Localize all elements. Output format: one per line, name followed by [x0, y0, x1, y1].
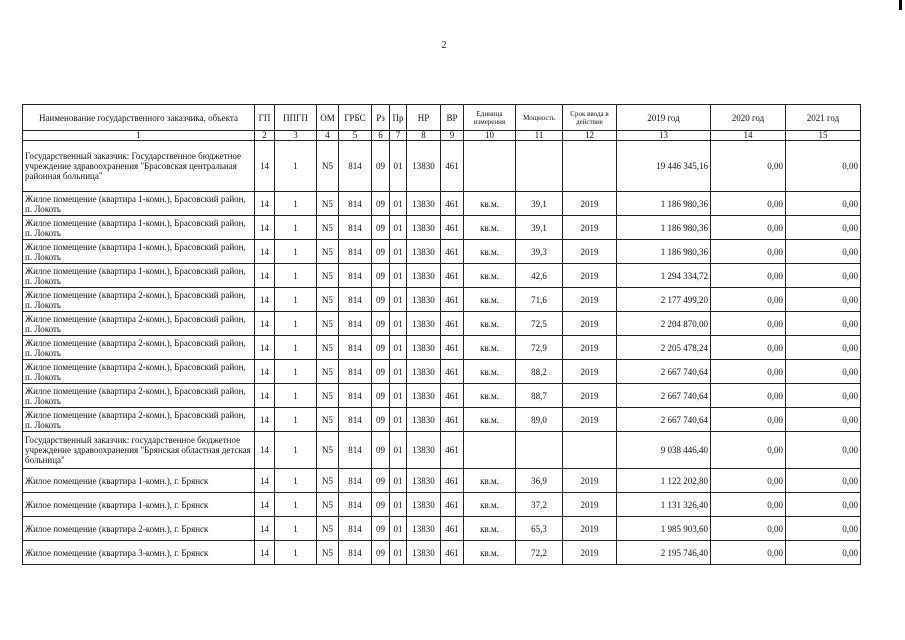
table-cell: 13830 — [407, 312, 441, 336]
column-number: 9 — [441, 131, 464, 141]
table-cell: 01 — [390, 240, 407, 264]
table-cell: 461 — [441, 408, 464, 432]
amount-cell: 0,00 — [711, 240, 786, 264]
amount-cell: 0,00 — [711, 141, 786, 192]
column-number: 3 — [275, 131, 317, 141]
table-cell: 13830 — [407, 240, 441, 264]
column-number: 14 — [711, 131, 786, 141]
table-row — [23, 216, 861, 240]
table-cell: 13830 — [407, 469, 441, 493]
table-cell: кв.м. — [464, 336, 516, 360]
table-cell: 13830 — [407, 517, 441, 541]
table-row — [23, 192, 861, 216]
table-cell: 1 — [275, 312, 317, 336]
table-cell: 814 — [339, 312, 372, 336]
table-cell: 09 — [372, 240, 390, 264]
amount-cell: 2 667 740,64 — [617, 360, 711, 384]
table-cell: кв.м. — [464, 384, 516, 408]
table-cell: 461 — [441, 432, 464, 469]
table-cell: 71,6 — [516, 288, 563, 312]
table-cell: 13830 — [407, 493, 441, 517]
table-cell: 461 — [441, 312, 464, 336]
table-cell: 1 — [275, 384, 317, 408]
table-cell: 814 — [339, 384, 372, 408]
object-name-cell: Жилое помещение (квартира 1-комн.), г. Брянск — [23, 493, 255, 517]
table-cell: 09 — [372, 288, 390, 312]
table-row — [23, 493, 861, 517]
table-cell: 09 — [372, 216, 390, 240]
table-cell: N5 — [317, 192, 339, 216]
amount-cell: 0,00 — [711, 288, 786, 312]
amount-cell: 1 186 980,36 — [617, 216, 711, 240]
header-row — [23, 105, 861, 131]
table-cell: 13830 — [407, 541, 441, 565]
table-cell: кв.м. — [464, 240, 516, 264]
object-name-cell: Жилое помещение (квартира 2-комн.), Брасовский район, п. Локоть — [23, 288, 255, 312]
column-number: 2 — [255, 131, 275, 141]
table-row — [23, 264, 861, 288]
table-cell: 13830 — [407, 336, 441, 360]
table-cell: 1 — [275, 216, 317, 240]
col-header-2019: 2019 год — [617, 105, 711, 131]
object-name-cell: Жилое помещение (квартира 2-комн.), Брасовский район, п. Локоть — [23, 336, 255, 360]
table-cell: 89,0 — [516, 408, 563, 432]
amount-cell: 0,00 — [786, 216, 861, 240]
object-name-cell: Жилое помещение (квартира 2-комн.), Брасовский район, п. Локоть — [23, 408, 255, 432]
object-name-cell: Жилое помещение (квартира 2-комн.), Брасовский район, п. Локоть — [23, 384, 255, 408]
table-cell: 13830 — [407, 360, 441, 384]
table-row — [23, 288, 861, 312]
table-cell: 2019 — [563, 408, 617, 432]
table-cell: N5 — [317, 469, 339, 493]
table-cell: 36,9 — [516, 469, 563, 493]
amount-cell: 0,00 — [711, 192, 786, 216]
table-cell: кв.м. — [464, 517, 516, 541]
table-cell: 14 — [255, 192, 275, 216]
table-cell: 2019 — [563, 493, 617, 517]
table-cell: N5 — [317, 432, 339, 469]
table-cell: 814 — [339, 264, 372, 288]
table-cell: 461 — [441, 192, 464, 216]
table-cell: кв.м. — [464, 192, 516, 216]
table-cell — [516, 141, 563, 192]
table-cell — [464, 432, 516, 469]
table-cell: N5 — [317, 336, 339, 360]
amount-cell: 9 038 446,40 — [617, 432, 711, 469]
amount-cell: 0,00 — [786, 432, 861, 469]
table-cell: 13830 — [407, 192, 441, 216]
table-row — [23, 469, 861, 493]
table-row — [23, 408, 861, 432]
table-cell: 461 — [441, 517, 464, 541]
amount-cell: 0,00 — [711, 216, 786, 240]
amount-cell: 0,00 — [711, 541, 786, 565]
table-cell: 01 — [390, 384, 407, 408]
table-cell: 01 — [390, 216, 407, 240]
column-number: 11 — [516, 131, 563, 141]
amount-cell: 1 294 334,72 — [617, 264, 711, 288]
table-row — [23, 360, 861, 384]
object-name-cell: Жилое помещение (квартира 1-комн.), Брасовский район, п. Локоть — [23, 192, 255, 216]
amount-cell: 0,00 — [786, 336, 861, 360]
table-cell: 2019 — [563, 336, 617, 360]
table-cell: 65,3 — [516, 517, 563, 541]
table-cell: 1 — [275, 240, 317, 264]
amount-cell: 0,00 — [711, 469, 786, 493]
table-cell: 814 — [339, 192, 372, 216]
col-header-2020: 2020 год — [711, 105, 786, 131]
table-cell: 13830 — [407, 432, 441, 469]
col-header-ppgp: ППГП — [275, 105, 317, 131]
table-cell: 461 — [441, 384, 464, 408]
amount-cell: 2 195 746,40 — [617, 541, 711, 565]
amount-cell: 0,00 — [711, 384, 786, 408]
amount-cell: 2 667 740,64 — [617, 384, 711, 408]
column-number: 10 — [464, 131, 516, 141]
table-cell: 01 — [390, 360, 407, 384]
amount-cell: 0,00 — [711, 312, 786, 336]
table-cell: 461 — [441, 336, 464, 360]
table-cell: 1 — [275, 469, 317, 493]
table-cell: 01 — [390, 517, 407, 541]
table-cell: 09 — [372, 141, 390, 192]
amount-cell: 0,00 — [786, 192, 861, 216]
amount-cell: 0,00 — [786, 264, 861, 288]
table-cell: 1 — [275, 141, 317, 192]
col-header-grbs: ГРБС — [339, 105, 372, 131]
table-cell: 14 — [255, 493, 275, 517]
table-cell: N5 — [317, 141, 339, 192]
table-row — [23, 240, 861, 264]
table-cell: 814 — [339, 432, 372, 469]
table-cell: 09 — [372, 336, 390, 360]
edge-mark — [899, 0, 902, 10]
table-cell: 01 — [390, 141, 407, 192]
amount-cell: 1 985 903,60 — [617, 517, 711, 541]
amount-cell: 0,00 — [711, 517, 786, 541]
table-cell: N5 — [317, 493, 339, 517]
table-cell: 1 — [275, 432, 317, 469]
table-cell: 09 — [372, 517, 390, 541]
customer-row — [23, 141, 861, 192]
table-row — [23, 336, 861, 360]
amount-cell: 0,00 — [711, 408, 786, 432]
table-cell: 01 — [390, 493, 407, 517]
table-cell: 42,6 — [516, 264, 563, 288]
amount-cell: 0,00 — [786, 408, 861, 432]
column-number: 1 — [23, 131, 255, 141]
object-name-cell: Жилое помещение (квартира 2-комн.), Брасовский район, п. Локоть — [23, 312, 255, 336]
table-cell: кв.м. — [464, 493, 516, 517]
table-cell: N5 — [317, 517, 339, 541]
table-cell: 461 — [441, 141, 464, 192]
table-cell: 814 — [339, 469, 372, 493]
table-cell: 72,5 — [516, 312, 563, 336]
table-cell: N5 — [317, 264, 339, 288]
table-cell: кв.м. — [464, 288, 516, 312]
table-cell — [563, 141, 617, 192]
table-cell: 14 — [255, 240, 275, 264]
col-header-unit: Единица измерения — [464, 105, 516, 131]
amount-cell: 0,00 — [786, 541, 861, 565]
amount-cell: 0,00 — [711, 336, 786, 360]
amount-cell: 0,00 — [786, 517, 861, 541]
col-header-2021: 2021 год — [786, 105, 861, 131]
table-cell: 14 — [255, 141, 275, 192]
table-cell: 814 — [339, 216, 372, 240]
table-cell: 814 — [339, 493, 372, 517]
page-number: 2 — [441, 40, 447, 51]
table-cell: 2019 — [563, 288, 617, 312]
table-cell: N5 — [317, 312, 339, 336]
table-cell: 01 — [390, 288, 407, 312]
table-cell: 14 — [255, 469, 275, 493]
amount-cell: 0,00 — [786, 240, 861, 264]
table-cell: 13830 — [407, 408, 441, 432]
table-cell: 09 — [372, 408, 390, 432]
table-cell: 01 — [390, 264, 407, 288]
budget-table — [22, 104, 861, 565]
table-cell: 2019 — [563, 216, 617, 240]
col-header-commissioning: Срок ввода в действие — [563, 105, 617, 131]
table-cell: 1 — [275, 192, 317, 216]
table-cell: 72,2 — [516, 541, 563, 565]
object-name-cell: Жилое помещение (квартира 1-комн.), г. Брянск — [23, 469, 255, 493]
table-cell: 461 — [441, 264, 464, 288]
table-cell: 14 — [255, 312, 275, 336]
table-cell: N5 — [317, 541, 339, 565]
table-cell: 2019 — [563, 312, 617, 336]
column-number: 4 — [317, 131, 339, 141]
table-cell: кв.м. — [464, 408, 516, 432]
amount-cell: 0,00 — [786, 288, 861, 312]
table-cell: 1 — [275, 541, 317, 565]
column-number: 5 — [339, 131, 372, 141]
amount-cell: 19 446 345,16 — [617, 141, 711, 192]
table-cell: 461 — [441, 216, 464, 240]
table-cell: 14 — [255, 517, 275, 541]
table-cell: 14 — [255, 216, 275, 240]
col-header-vr: ВР — [441, 105, 464, 131]
table-row — [23, 384, 861, 408]
table-cell: 14 — [255, 336, 275, 360]
table-cell: 13830 — [407, 141, 441, 192]
table-cell — [563, 432, 617, 469]
table-cell: 01 — [390, 469, 407, 493]
table-cell: кв.м. — [464, 216, 516, 240]
table-cell: 14 — [255, 408, 275, 432]
table-cell — [464, 141, 516, 192]
table-cell: 2019 — [563, 264, 617, 288]
table-cell: 814 — [339, 141, 372, 192]
table-cell: 14 — [255, 541, 275, 565]
column-number: 13 — [617, 131, 711, 141]
table-cell: 461 — [441, 240, 464, 264]
table-cell: 461 — [441, 360, 464, 384]
table-cell: 09 — [372, 192, 390, 216]
amount-cell: 2 204 870,00 — [617, 312, 711, 336]
table-cell: 2019 — [563, 469, 617, 493]
table-cell: 09 — [372, 360, 390, 384]
object-name-cell: Жилое помещение (квартира 1-комн.), Брасовский район, п. Локоть — [23, 216, 255, 240]
table-row — [23, 312, 861, 336]
table-cell: 461 — [441, 469, 464, 493]
object-name-cell: Жилое помещение (квартира 1-комн.), Брасовский район, п. Локоть — [23, 240, 255, 264]
table-cell: кв.м. — [464, 469, 516, 493]
amount-cell: 0,00 — [786, 384, 861, 408]
table-cell: 1 — [275, 264, 317, 288]
table-cell: 2019 — [563, 240, 617, 264]
col-header-nr: НР — [407, 105, 441, 131]
table-cell: 2019 — [563, 541, 617, 565]
table-cell: 39,1 — [516, 216, 563, 240]
table-cell: 461 — [441, 493, 464, 517]
table-cell: N5 — [317, 360, 339, 384]
col-header-gp: ГП — [255, 105, 275, 131]
amount-cell: 0,00 — [786, 141, 861, 192]
amount-cell: 0,00 — [786, 493, 861, 517]
column-number: 8 — [407, 131, 441, 141]
table-cell: 1 — [275, 288, 317, 312]
table-cell: кв.м. — [464, 541, 516, 565]
amount-cell: 2 205 478,24 — [617, 336, 711, 360]
customer-row — [23, 432, 861, 469]
table-cell — [516, 432, 563, 469]
amount-cell: 0,00 — [711, 264, 786, 288]
table-cell: 09 — [372, 264, 390, 288]
table-cell: 1 — [275, 517, 317, 541]
table-cell: 814 — [339, 517, 372, 541]
object-name-cell: Жилое помещение (квартира 2-комн.), г. Брянск — [23, 517, 255, 541]
table-cell: N5 — [317, 384, 339, 408]
table-cell: 13830 — [407, 288, 441, 312]
table-cell: кв.м. — [464, 312, 516, 336]
col-header-rz: Рз — [372, 105, 390, 131]
table-cell: 88,2 — [516, 360, 563, 384]
table-cell: 2019 — [563, 192, 617, 216]
table-cell: 14 — [255, 288, 275, 312]
table-cell: N5 — [317, 288, 339, 312]
table-cell: 13830 — [407, 384, 441, 408]
object-name-cell: Жилое помещение (квартира 2-комн.), Брасовский район, п. Локоть — [23, 360, 255, 384]
table-cell: 814 — [339, 541, 372, 565]
amount-cell: 0,00 — [786, 312, 861, 336]
table-cell: 39,1 — [516, 192, 563, 216]
amount-cell: 1 186 980,36 — [617, 240, 711, 264]
table-cell: 14 — [255, 432, 275, 469]
table-cell: 14 — [255, 384, 275, 408]
table-cell: 1 — [275, 360, 317, 384]
amount-cell: 0,00 — [786, 360, 861, 384]
table-cell: 01 — [390, 336, 407, 360]
amount-cell: 0,00 — [711, 432, 786, 469]
column-number-row — [23, 131, 861, 141]
col-header-pr: Пр — [390, 105, 407, 131]
amount-cell: 1 186 980,36 — [617, 192, 711, 216]
table-cell: 2019 — [563, 517, 617, 541]
object-name-cell: Жилое помещение (квартира 3-комн.), г. Брянск — [23, 541, 255, 565]
amount-cell: 0,00 — [711, 493, 786, 517]
table-cell: 14 — [255, 360, 275, 384]
amount-cell: 2 667 740,64 — [617, 408, 711, 432]
column-number: 7 — [390, 131, 407, 141]
column-number: 15 — [786, 131, 861, 141]
table-cell: N5 — [317, 408, 339, 432]
object-name-cell: Жилое помещение (квартира 1-комн.), Брасовский район, п. Локоть — [23, 264, 255, 288]
amount-cell: 1 131 326,40 — [617, 493, 711, 517]
column-number: 6 — [372, 131, 390, 141]
table-cell: 13830 — [407, 216, 441, 240]
table-cell: 01 — [390, 541, 407, 565]
column-number: 12 — [563, 131, 617, 141]
table-cell: кв.м. — [464, 264, 516, 288]
table-cell: 14 — [255, 264, 275, 288]
table-row — [23, 541, 861, 565]
amount-cell: 0,00 — [711, 360, 786, 384]
col-header-om: ОМ — [317, 105, 339, 131]
table-cell: 09 — [372, 469, 390, 493]
amount-cell: 2 177 499,20 — [617, 288, 711, 312]
table-cell: 72,9 — [516, 336, 563, 360]
table-cell: 1 — [275, 493, 317, 517]
table-cell: 01 — [390, 408, 407, 432]
table-cell: N5 — [317, 240, 339, 264]
table-cell: 814 — [339, 408, 372, 432]
table-cell: 01 — [390, 432, 407, 469]
table-cell: 01 — [390, 192, 407, 216]
col-header-name: Наименование государственного заказчика, объекта — [23, 105, 255, 131]
table-cell: N5 — [317, 216, 339, 240]
table-cell: 461 — [441, 541, 464, 565]
table-cell: кв.м. — [464, 360, 516, 384]
table-cell: 814 — [339, 288, 372, 312]
table-cell: 37,2 — [516, 493, 563, 517]
object-name-cell: Государственный заказчик: государственное бюджетное учреждение здравоохранения "Брянская областная детская больница" — [23, 432, 255, 469]
table-cell: 814 — [339, 240, 372, 264]
amount-cell: 1 122 202,80 — [617, 469, 711, 493]
table-cell: 09 — [372, 432, 390, 469]
table-cell: 2019 — [563, 360, 617, 384]
col-header-capacity: Мощность — [516, 105, 563, 131]
table-cell: 814 — [339, 336, 372, 360]
table-row — [23, 517, 861, 541]
table-cell: 09 — [372, 541, 390, 565]
table-cell: 09 — [372, 493, 390, 517]
table-cell: 39,3 — [516, 240, 563, 264]
table-cell: 13830 — [407, 264, 441, 288]
amount-cell: 0,00 — [786, 469, 861, 493]
table-cell: 01 — [390, 312, 407, 336]
table-cell: 09 — [372, 384, 390, 408]
table-cell: 88,7 — [516, 384, 563, 408]
table-cell: 1 — [275, 336, 317, 360]
table-cell: 814 — [339, 360, 372, 384]
table-cell: 1 — [275, 408, 317, 432]
table-cell: 09 — [372, 312, 390, 336]
table-cell: 461 — [441, 288, 464, 312]
table-cell: 2019 — [563, 384, 617, 408]
object-name-cell: Государственный заказчик: Государственное бюджетное учреждение здравоохранения "Брасовская центральная районная больница" — [23, 141, 255, 192]
